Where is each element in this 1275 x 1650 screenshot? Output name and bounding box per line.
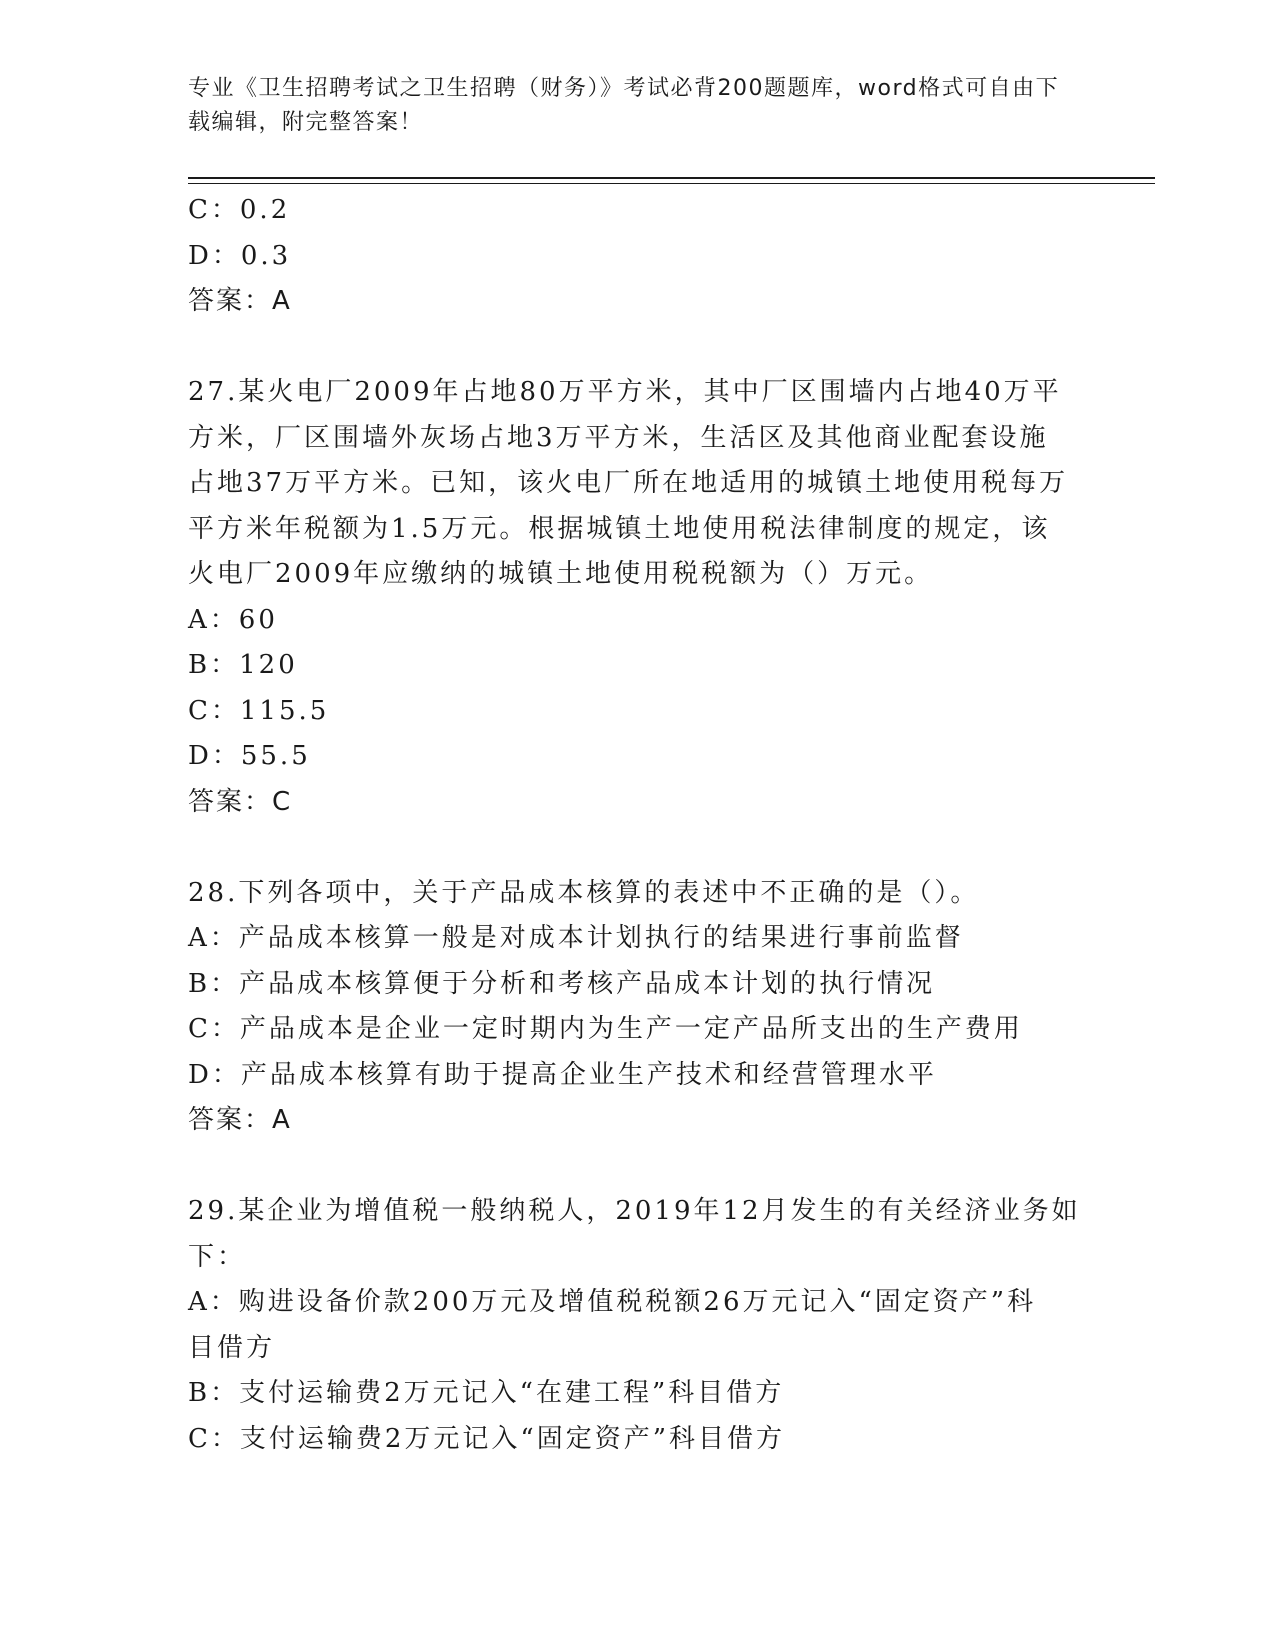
spacer <box>188 825 1068 871</box>
header-divider-thin <box>188 183 1155 184</box>
question-block-27 <box>188 370 1068 825</box>
option-d: D：产品成本核算有助于提高企业生产技术和经营管理水平 <box>188 1059 937 1090</box>
question-content <box>188 188 1081 1462</box>
page-header: 专业《卫生招聘考试之卫生招聘（财务）》考试必背200题题库，word格式可自由下载编辑，附完整答案！ <box>188 76 1060 135</box>
option-d: D：0.3 <box>188 240 292 271</box>
option-b: B：产品成本核算便于分析和考核产品成本计划的执行情况 <box>188 968 936 999</box>
option-c: C：支付运输费2万元记入“固定资产”科目借方 <box>188 1423 786 1454</box>
answer-line: 答案：A <box>188 286 292 316</box>
question-text-line: 占地37万平方米。已知，该火电厂所在地适用的城镇土地使用税每万 <box>188 468 1069 498</box>
question-block-29 <box>188 1189 1081 1462</box>
spacer <box>188 1144 1068 1190</box>
question-text-line: 下： <box>188 1241 247 1272</box>
header-divider-thick <box>188 177 1155 179</box>
question-text-line: 平方米年税额为1.5万元。根据城镇土地使用税法律制度的规定，该 <box>188 513 1051 544</box>
option-a: A：60 <box>188 604 278 635</box>
option-b: B：支付运输费2万元记入“在建工程”科目借方 <box>188 1378 785 1408</box>
option-a: A：购进设备价款200万元及增值税税额26万元记入“固定资产”科 <box>188 1287 1037 1317</box>
option-c: C：115.5 <box>188 695 330 726</box>
question-block-28 <box>188 871 1068 1144</box>
option-b: B：120 <box>188 650 298 680</box>
question-text-line: 29.某企业为增值税一般纳税人，2019年12月发生的有关经济业务如 <box>188 1196 1081 1226</box>
option-a-continued: 目借方 <box>188 1332 276 1363</box>
question-text-line: 火电厂2009年应缴纳的城镇土地使用税税额为（）万元。 <box>188 559 934 589</box>
spacer <box>188 325 1068 371</box>
option-d: D：55.5 <box>188 741 311 771</box>
answer-line: 答案：A <box>188 1105 292 1135</box>
option-a: A：产品成本核算一般是对成本计划执行的结果进行事前监督 <box>188 923 964 953</box>
option-c: C：0.2 <box>188 195 291 225</box>
question-text-line: 方米，厂区围墙外灰场占地3万平方米，生活区及其他商业配套设施 <box>188 422 1049 453</box>
answer-line: 答案：C <box>188 786 293 817</box>
question-text-line: 28.下列各项中，关于产品成本核算的表述中不正确的是（）。 <box>188 877 980 908</box>
option-c: C：产品成本是企业一定时期内为生产一定产品所支出的生产费用 <box>188 1014 1023 1044</box>
question-text-line: 27.某火电厂2009年占地80万平方米，其中厂区围墙内占地40万平 <box>188 377 1062 407</box>
